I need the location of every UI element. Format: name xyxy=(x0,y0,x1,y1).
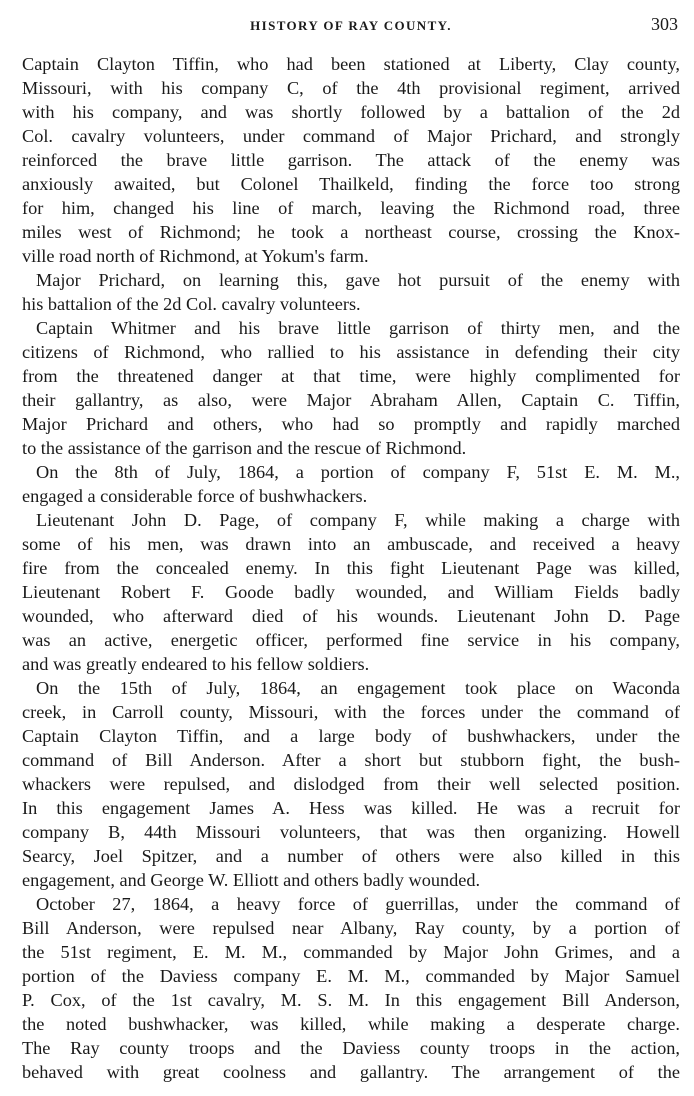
text-line: with his company, and was shortly followed by a battalion of the 2d xyxy=(22,102,680,122)
text-line: P. Cox, of the 1st cavalry, M. S. M. In this engagement Bill Anderson, xyxy=(22,990,680,1010)
text-line: miles west of Richmond; he took a northeast course, crossing the Knox- xyxy=(22,222,680,242)
text-line: engaged a considerable force of bushwhackers. xyxy=(22,486,368,506)
text-line: ville road north of Richmond, at Yokum's farm. xyxy=(22,246,369,266)
text-line: whackers were repulsed, and dislodged from their well selected position. xyxy=(22,774,680,794)
text-line: company B, 44th Missouri volunteers, that was then organizing. Howell xyxy=(22,822,680,842)
text-line: Captain Clayton Tiffin, and a large body of bushwhackers, under the xyxy=(22,726,680,746)
page-number: 303 xyxy=(651,14,678,34)
text-line: behaved with great coolness and gallantry. The arrangement of the xyxy=(22,1062,680,1082)
text-line: and was greatly endeared to his fellow soldiers. xyxy=(22,654,370,674)
running-head: HISTORY OF RAY COUNTY. xyxy=(250,18,452,33)
text-line: wounded, who afterward died of his wounds. Lieutenant John D. Page xyxy=(22,606,680,626)
text-line: anxiously awaited, but Colonel Thailkeld, finding the force too strong xyxy=(22,174,680,194)
page-header xyxy=(22,14,680,38)
text-line: Col. cavalry volunteers, under command of Major Prichard, and strongly xyxy=(22,126,680,146)
text-line: October 27, 1864, a heavy force of guerrillas, under the command of xyxy=(36,894,680,914)
text-line: citizens of Richmond, who rallied to his assistance in defending their city xyxy=(22,342,680,362)
text-line: Captain Clayton Tiffin, who had been stationed at Liberty, Clay county, xyxy=(22,54,680,74)
text-line: the noted bushwhacker, was killed, while making a desperate charge. xyxy=(22,1014,680,1034)
text-line: Captain Whitmer and his brave little garrison of thirty men, and the xyxy=(36,318,680,338)
text-line: fire from the concealed enemy. In this fight Lieutenant Page was killed, xyxy=(22,558,680,578)
text-line: Missouri, with his company C, of the 4th provisional regiment, arrived xyxy=(22,78,680,98)
text-line: their gallantry, as also, were Major Abraham Allen, Captain C. Tiffin, xyxy=(22,390,680,410)
text-line: some of his men, was drawn into an ambuscade, and received a heavy xyxy=(22,534,680,554)
text-line: The Ray county troops and the Daviess county troops in the action, xyxy=(22,1038,680,1058)
text-line: creek, in Carroll county, Missouri, with the forces under the command of xyxy=(22,702,680,722)
text-line: Searcy, Joel Spitzer, and a number of others were also killed in this xyxy=(22,846,680,866)
text-line: Major Prichard and others, who had so promptly and rapidly marched xyxy=(22,414,680,434)
text-line: was an active, energetic officer, performed fine service in his company, xyxy=(22,630,680,650)
text-line: the 51st regiment, E. M. M., commanded by Major John Grimes, and a xyxy=(22,942,680,962)
text-line: engagement, and George W. Elliott and others badly wounded. xyxy=(22,870,481,890)
text-line: On the 15th of July, 1864, an engagement took place on Waconda xyxy=(36,678,680,698)
text-line: Lieutenant John D. Page, of company F, while making a charge with xyxy=(36,510,680,530)
text-line: reinforced the brave little garrison. The attack of the enemy was xyxy=(22,150,680,170)
text-line: Lieutenant Robert F. Goode badly wounded, and William Fields badly xyxy=(22,582,680,602)
text-line: In this engagement James A. Hess was killed. He was a recruit for xyxy=(22,798,680,818)
text-line: Bill Anderson, were repulsed near Albany, Ray county, by a portion of xyxy=(22,918,680,938)
text-line: command of Bill Anderson. After a short but stubborn fight, the bush- xyxy=(22,750,680,770)
text-line: portion of the Daviess company E. M. M., commanded by Major Samuel xyxy=(22,966,680,986)
text-line: from the threatened danger at that time, were highly complimented for xyxy=(22,366,680,386)
text-line: Major Prichard, on learning this, gave hot pursuit of the enemy with xyxy=(36,270,680,290)
body-text xyxy=(22,52,680,1084)
text-line: to the assistance of the garrison and the rescue of Richmond. xyxy=(22,438,467,458)
text-line: for him, changed his line of march, leaving the Richmond road, three xyxy=(22,198,680,218)
text-line: On the 8th of July, 1864, a portion of company F, 51st E. M. M., xyxy=(36,462,680,482)
text-line: his battalion of the 2d Col. cavalry volunteers. xyxy=(22,294,361,314)
